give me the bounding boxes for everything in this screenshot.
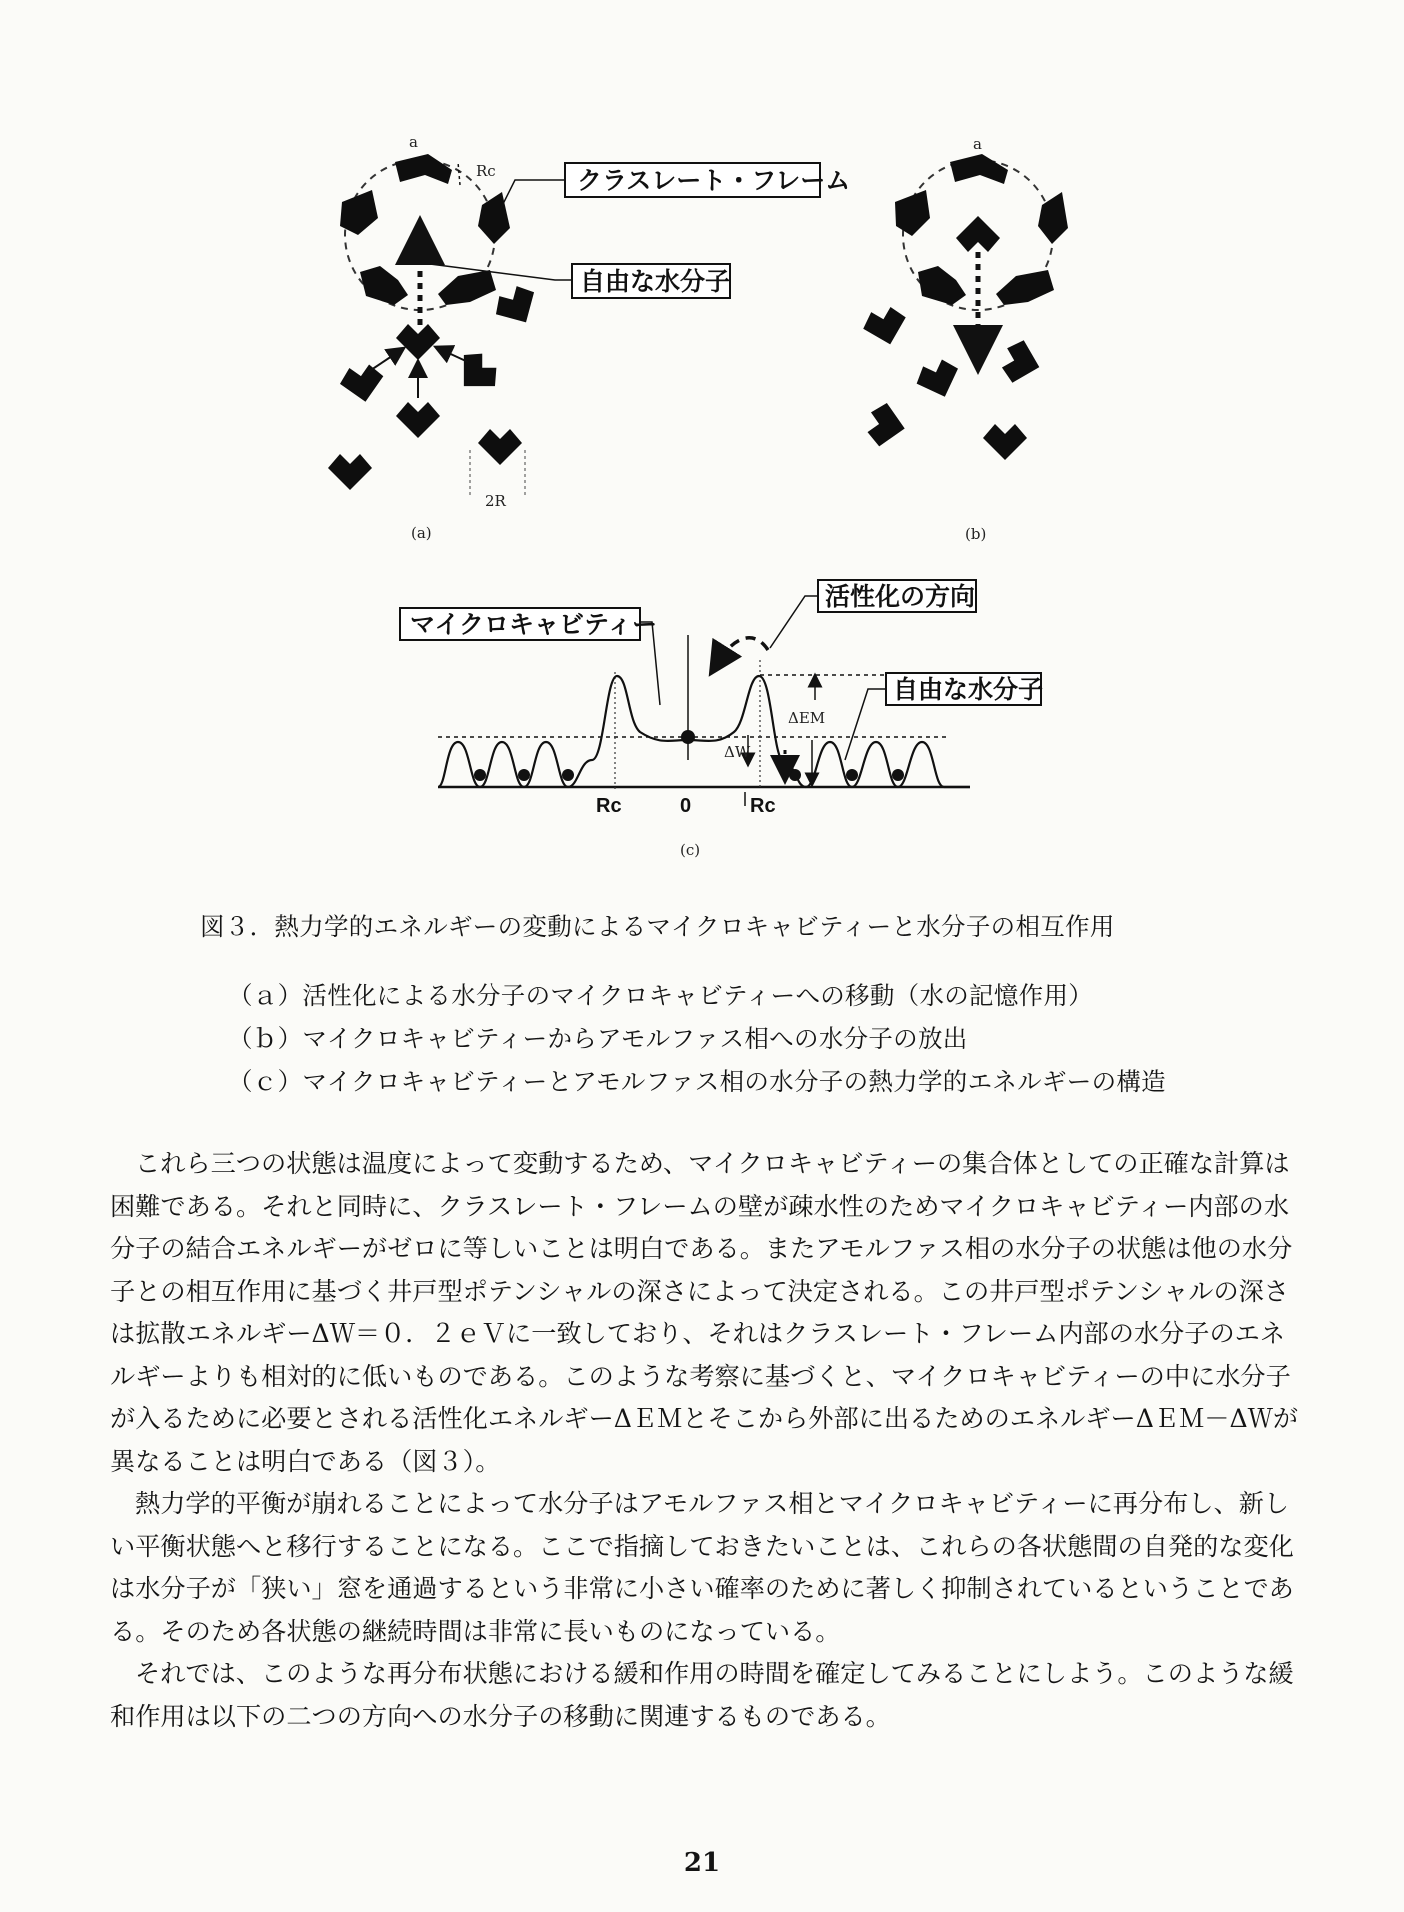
caption-item-c: （ｃ）マイクロキャビティーとアモルファス相の水分子の熱力学的エネルギーの構造 (228, 1067, 1166, 1096)
frame-block (438, 270, 496, 305)
frame-block (895, 190, 930, 236)
water-molecule (338, 362, 388, 405)
tick-zero: 0 (680, 795, 692, 817)
frame-block (340, 190, 378, 235)
panel-a-top-label: a (409, 133, 418, 151)
paragraph-2: 熱力学的平衡が崩れることによって水分子はアモルファス相とマイクロキャビティーに再分布し、新しい平衡状態へと移行することになる。ここで指摘しておきたいことは、これらの各状態間の自発的な変化は水分子が「狭い」窓を通過するという非常に小さい確率のために著しく抑制されているということである。そのため各状態の継続時間は非常に長いものになっている。 (110, 1489, 1294, 1646)
clathrate-frame-label: クラスレート・フレーム (577, 166, 851, 195)
free-water-c-label: 自由な水分子 (893, 675, 1044, 704)
panel-a (328, 133, 545, 542)
figure-caption-title: 図３．熱力学的エネルギーの変動によるマイクロキャビティーと水分子の相互作用 (200, 912, 1115, 941)
panel-c-label: (c) (680, 841, 701, 859)
water-molecule (999, 337, 1045, 389)
water-molecule (956, 216, 1000, 252)
well-molecule (562, 769, 574, 781)
water-molecule (489, 280, 545, 333)
panel-b (860, 135, 1068, 543)
delta-em-label: ΔEM (788, 709, 826, 727)
frame-block (395, 154, 452, 184)
two-r-label: 2R (485, 492, 506, 510)
callout-activation (770, 580, 976, 648)
panel-b-top-label: a (973, 135, 982, 153)
delta-w-label: ΔW (724, 743, 751, 761)
callout-free-water-c (845, 673, 1043, 760)
callout-clathrate-frame (500, 163, 850, 210)
free-water-a-label: 自由な水分子 (580, 267, 731, 296)
well-molecule (789, 769, 801, 781)
well-molecule (892, 769, 904, 781)
paragraph-3: それでは、このような再分布状態における緩和作用の時間を確定してみることにしよう。このような緩和作用は以下の二つの方向への水分子の移動に関連するものである。 (110, 1659, 1294, 1731)
frame-block (950, 154, 1008, 184)
water-molecule (448, 345, 505, 402)
frame-block (360, 266, 408, 305)
figure-3 (0, 0, 1404, 890)
well-molecule (518, 769, 530, 781)
activation-label: 活性化の方向 (825, 582, 976, 611)
panel-b-label: (b) (965, 525, 987, 543)
page-number: 21 (683, 1848, 721, 1878)
frame-block (1038, 192, 1068, 244)
well-molecule (846, 769, 858, 781)
cavity-molecule (681, 730, 695, 744)
panel-c (438, 635, 970, 859)
body-text (110, 1143, 1310, 1738)
callout-microcavity (400, 608, 660, 705)
water-molecule (396, 402, 440, 438)
caption-item-a: （ａ）活性化による水分子のマイクロキャビティーへの移動（水の記憶作用） (228, 981, 1094, 1010)
caption-item-b: （ｂ）マイクロキャビティーからアモルファス相への水分子の放出 (228, 1024, 968, 1053)
paragraph-1: これら三つの状態は温度によって変動するため、マイクロキャビティーの集合体としての正確な計算は困難である。それと同時に、クラスレート・フレームの壁が疎水性のためマイクロキャビティー内部の水分子の結合エネルギーがゼロに等しいことは明白である。またアモルファス相の水分子の状態は他の水分子との相互作用に基づく井戸型ポテンシャルの深さによって決定される。この井戸型ポテンシャルの深さは拡散エネルギーΔＷ＝０．２ｅＶに一致しており、それはクラスレート・フレーム内部の水分子のエネルギーよりも相対的に低いものである。このような考察に基づくと、マイクロキャビティーの中に水分子が入るために必要とされる活性化エネルギーΔＥＭとそこから外部に出るためのエネルギーΔＥＭ－ΔＷが異なることは明白である（図３）。 (110, 1149, 1299, 1476)
tick-rc-left: Rc (596, 795, 622, 817)
microcavity-label: マイクロキャビティー (410, 610, 658, 639)
water-molecule (912, 355, 966, 404)
rc-label: Rc (476, 162, 496, 180)
water-molecule (396, 324, 440, 360)
water-molecule (983, 424, 1027, 460)
activation-arc (718, 638, 768, 662)
water-molecule (865, 401, 908, 451)
frame-block (996, 270, 1054, 305)
water-molecule (478, 429, 522, 465)
water-molecule (860, 304, 912, 350)
tick-rc-right: Rc (750, 795, 776, 817)
frame-block (918, 266, 966, 305)
panel-a-label: (a) (411, 524, 432, 542)
water-molecule (328, 454, 372, 490)
well-molecule (474, 769, 486, 781)
